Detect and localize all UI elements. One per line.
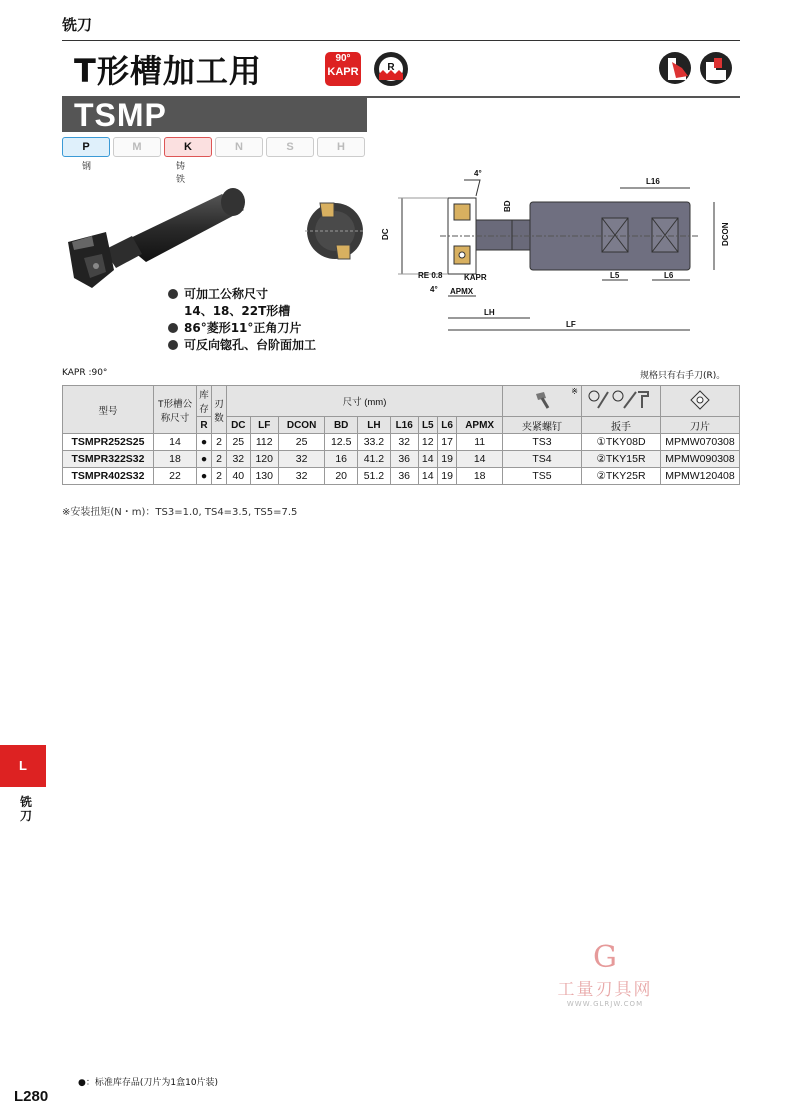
cell-dim-dcon: 32 — [278, 451, 324, 468]
cell-dim-bd: 16 — [325, 451, 358, 468]
kapr-note: KAPR :90° — [62, 368, 108, 378]
torque-footnote: ※安装扭矩(N・m)：TS3=1.0, TS4=3.5, TS5=7.5 — [62, 507, 298, 518]
cell-dim-l16: 36 — [390, 451, 418, 468]
label-angle-bottom: 4° — [430, 285, 438, 294]
material-m: M — [113, 137, 161, 157]
cell-dim-bd: 20 — [325, 468, 358, 485]
cell-wrench: ①TKY08D — [582, 434, 661, 451]
cell-dim-lf: 130 — [250, 468, 278, 485]
cell-dim-lh: 33.2 — [358, 434, 391, 451]
th-stock-r: R — [197, 417, 212, 434]
cutter-end-view — [300, 195, 370, 267]
cell-wrench: ②TKY25R — [582, 468, 661, 485]
feature-3: 可反向锪孔、台阶面加工 — [184, 338, 317, 352]
th-stock: 库存 — [197, 386, 212, 417]
cell-screw: TS4 — [503, 451, 582, 468]
spec-table-body — [63, 434, 740, 485]
screw-icon — [530, 388, 554, 412]
watermark-logo: G — [593, 940, 617, 975]
r-badge-letter: R — [387, 62, 395, 73]
cell-slot: 18 — [154, 451, 197, 468]
side-milling-icon — [659, 52, 691, 84]
table-row — [63, 451, 740, 468]
kapr-badge-degree: 90° — [335, 53, 351, 64]
shoulder-milling-icon — [700, 52, 732, 84]
th-insert-icon — [661, 386, 740, 417]
th-wrench: 扳手 — [582, 417, 661, 434]
th-insert: 刀片 — [661, 417, 740, 434]
dimension-drawing — [380, 168, 740, 333]
kapr-badge — [325, 52, 361, 86]
cell-dim-bd: 12.5 — [325, 434, 358, 451]
cell-dim-l5: 12 — [418, 434, 437, 451]
cell-dim-l5: 14 — [418, 451, 437, 468]
chapter-tab[interactable]: L — [0, 745, 46, 787]
th-lh: LH — [358, 417, 391, 434]
cell-dim-apmx: 18 — [457, 468, 503, 485]
cell-dim-l16: 36 — [390, 468, 418, 485]
kapr-badge-text: KAPR — [327, 66, 359, 78]
right-hand-note: 规格只有右手刀(R)。 — [640, 371, 726, 381]
label-bd: BD — [503, 200, 512, 212]
watermark-text: 工量刃具网 — [557, 980, 653, 1000]
cell-model: TSMPR252S25 — [63, 434, 154, 451]
chapter-label: 铣刀 — [20, 795, 33, 823]
asterisk-mark: ※ — [571, 387, 578, 396]
series-code-bar — [62, 96, 740, 132]
th-screw: 夹紧螺钉 — [503, 417, 582, 434]
cell-dim-lf: 120 — [250, 451, 278, 468]
label-apmx: APMX — [450, 287, 474, 296]
table-row — [63, 434, 740, 451]
material-n: N — [215, 137, 263, 157]
th-model: 型号 — [63, 386, 154, 434]
cell-slot: 14 — [154, 434, 197, 451]
watermark-url: WWW.GLRJW.COM — [566, 1000, 644, 1008]
th-lf: LF — [250, 417, 278, 434]
cell-dim-dc: 25 — [227, 434, 251, 451]
th-dcon: DCON — [278, 417, 324, 434]
material-k-sub: 铸铁 — [176, 162, 186, 185]
cell-insert: MPMW070308 — [661, 434, 740, 451]
th-bd: BD — [325, 417, 358, 434]
cell-stock: ● — [197, 468, 212, 485]
right-hand-icon — [372, 50, 410, 88]
label-lf: LF — [566, 320, 576, 329]
th-screw-icon — [503, 386, 582, 417]
th-l6: L6 — [437, 417, 456, 434]
feature-list — [168, 286, 316, 354]
cell-dim-lf: 112 — [250, 434, 278, 451]
cell-insert: MPMW090308 — [661, 451, 740, 468]
cell-wrench: ②TKY15R — [582, 451, 661, 468]
th-apmx: APMX — [457, 417, 503, 434]
th-dimensions: 尺寸 (mm) — [227, 386, 503, 417]
th-teeth: 刃数 — [212, 386, 227, 434]
feature-1b: 14、18、22T形槽 — [184, 304, 291, 318]
label-l16: L16 — [646, 177, 660, 186]
cell-slot: 22 — [154, 468, 197, 485]
label-dc: DC — [381, 228, 390, 240]
page-number: L280 — [14, 1088, 49, 1105]
label-l6: L6 — [664, 271, 674, 280]
feature-1: 可加工公称尺寸 — [184, 287, 269, 301]
label-dcon: DCON — [721, 222, 730, 246]
operation-icons — [658, 50, 738, 90]
series-code: TSMP — [74, 97, 167, 133]
header-rule — [62, 40, 740, 41]
material-k: K — [164, 137, 212, 157]
label-l5: L5 — [610, 271, 620, 280]
th-slot: T形槽公称尺寸 — [154, 386, 197, 434]
cell-stock: ● — [197, 434, 212, 451]
label-re: RE 0.8 — [418, 271, 443, 280]
th-l16: L16 — [390, 417, 418, 434]
table-row — [63, 468, 740, 485]
section-label: 铣刀 — [62, 16, 93, 34]
cell-dim-l6: 19 — [437, 468, 456, 485]
watermark — [535, 940, 675, 1008]
product-photo — [62, 180, 252, 300]
material-s: S — [266, 137, 314, 157]
stock-legend: ●：标准库存品(刀片为1盒10片装) — [78, 1078, 219, 1088]
page-title: T形槽加工用 — [74, 52, 262, 90]
material-p-sub: 钢 — [82, 162, 92, 172]
cell-screw: TS5 — [503, 468, 582, 485]
cell-dim-l5: 14 — [418, 468, 437, 485]
cell-dim-apmx: 11 — [457, 434, 503, 451]
cell-teeth: 2 — [212, 451, 227, 468]
cell-dim-l6: 19 — [437, 451, 456, 468]
cell-teeth: 2 — [212, 434, 227, 451]
cell-dim-l6: 17 — [437, 434, 456, 451]
cell-stock: ● — [197, 451, 212, 468]
th-wrench-icon — [582, 386, 661, 417]
insert-icon — [688, 388, 712, 412]
wrench-icon — [586, 388, 656, 412]
cell-insert: MPMW120408 — [661, 468, 740, 485]
th-dc: DC — [227, 417, 251, 434]
cell-dim-dcon: 32 — [278, 468, 324, 485]
label-kapr: KAPR — [464, 273, 487, 282]
material-h: H — [317, 137, 365, 157]
cell-dim-lh: 51.2 — [358, 468, 391, 485]
label-lh: LH — [484, 308, 495, 317]
cell-model: TSMPR322S32 — [63, 451, 154, 468]
feature-2: 86°菱形11°正角刀片 — [184, 321, 302, 335]
cell-dim-apmx: 14 — [457, 451, 503, 468]
th-l5: L5 — [418, 417, 437, 434]
cell-dim-dc: 40 — [227, 468, 251, 485]
cell-dim-dc: 32 — [227, 451, 251, 468]
cell-dim-dcon: 25 — [278, 434, 324, 451]
cell-model: TSMPR402S32 — [63, 468, 154, 485]
label-angle-top: 4° — [474, 169, 482, 178]
cell-dim-l16: 32 — [390, 434, 418, 451]
cell-dim-lh: 41.2 — [358, 451, 391, 468]
cell-screw: TS3 — [503, 434, 582, 451]
cell-teeth: 2 — [212, 468, 227, 485]
material-p: P — [62, 137, 110, 157]
spec-table — [62, 385, 740, 485]
